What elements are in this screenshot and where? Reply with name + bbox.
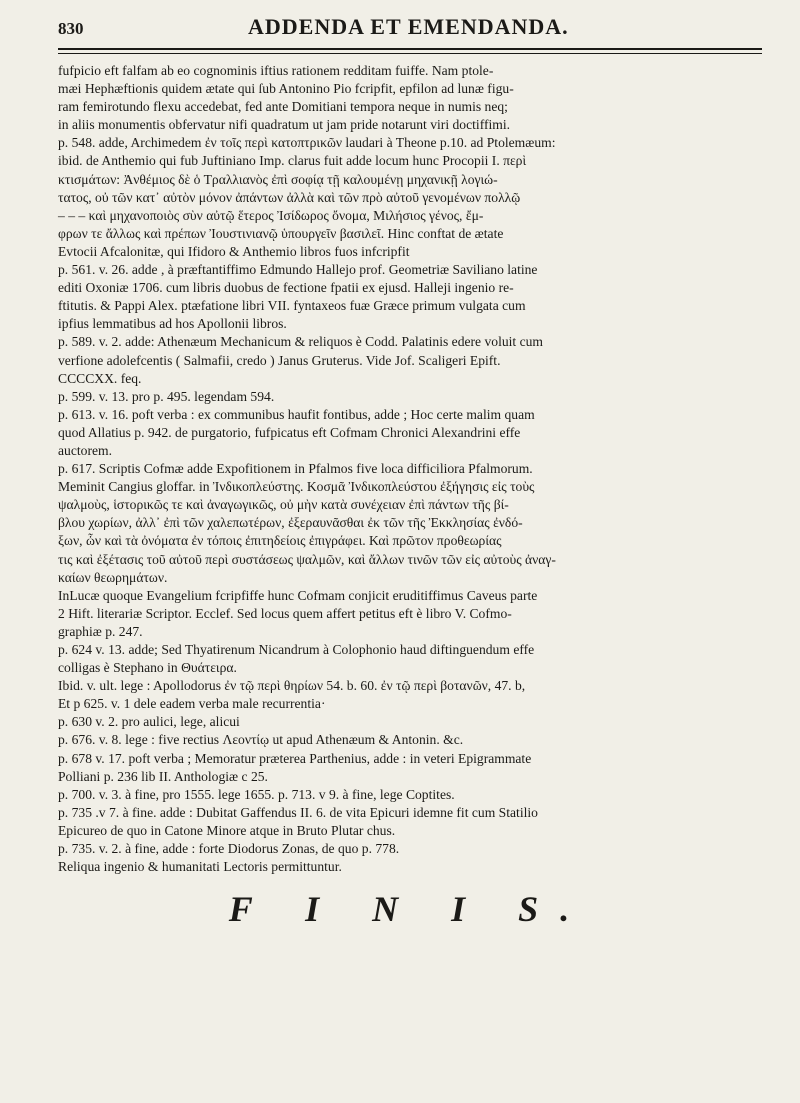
text-line: mæi Hephæftionis quidem ætate qui ſub Antonino Pio fcripfit, epfilon ad lunæ figu- bbox=[58, 81, 514, 97]
text-line: p. 676. v. 8. lege : five rectius Λεοντίῳ ut apud Athenæum & Antonin. &c. bbox=[58, 732, 464, 748]
text-line: p. 561. v. 26. adde , à præftantiffimo Edmundo Hallejo prof. Geometriæ Saviliano latine bbox=[58, 262, 538, 278]
text-line: ψαλμοὺς, ἱστορικῶς τε καὶ ἀναγωγικῶς, οὐ μὴν κατὰ συνέχειαν ἐπὶ πάντων τῆς βί- bbox=[58, 497, 509, 513]
text-line: quod Allatius p. 942. de purgatorio, fufpicatus eft Cofmam Chronici Alexandrini effe bbox=[58, 424, 521, 440]
text-line: InLucæ quoque Evangelium fcripfiffe hunc Cofmam conjicit eruditiffimus Caveus parte bbox=[58, 587, 538, 603]
finis-mark: F I N I S. bbox=[228, 889, 592, 930]
text-line: βλου χωρίων, ἀλλ᾽ ἐπὶ τῶν χαλεπωτέρων, ἐξεραυνᾶσθαι ἐκ τῶν τῆς Ἐκκλησίας ἐνδό- bbox=[58, 515, 523, 531]
text-line: τατος, οὐ τῶν κατ᾽ αὐτὸν μόνον ἀπάντων ἀλλὰ καὶ τῶν πρὸ αὐτοῦ γενομένων πολλῷ bbox=[58, 189, 521, 205]
text-line: Polliani p. 236 lib II. Anthologiæ c 25. bbox=[58, 768, 268, 784]
text-line: p. 617. Scriptis Cofmæ adde Expofitionem in Pfalmos five loca difficiliora Pfalmorum. bbox=[58, 461, 533, 477]
page-header bbox=[58, 14, 762, 46]
text-line: ipfius lemmatibus ad hos Apollonii libros. bbox=[58, 316, 287, 332]
text-line: p. 678 v. 17. poft verba ; Memoratur præterea Parthenius, adde : in veteri Epigrammate bbox=[58, 750, 532, 766]
header-rule bbox=[58, 48, 762, 54]
text-line: fufpicio eft falfam ab eo cognominis iftius rationem redditam fuiffe. Nam ptole- bbox=[58, 63, 494, 78]
text-line: Reliqua ingenio & humanitati Lectoris permittuntur. bbox=[58, 859, 342, 875]
text-line: – – – καὶ μηχανοποιὸς σὺν αὐτῷ ἕτερος Ἰσίδωρος ὄνομα, Μιλήσιος γένος, ἔμ- bbox=[58, 207, 484, 223]
text-line: p. 548. adde, Archimedem ἐν τοῖς περὶ κατοπτρικῶν laudari à Theone p.10. ad Ptolemæum: bbox=[58, 135, 556, 151]
text-line: CCCCXX. feq. bbox=[58, 370, 142, 386]
text-line: auctorem. bbox=[58, 442, 112, 458]
text-line: p. 613. v. 16. poft verba : ex communibus haufit fontibus, adde ; Hoc certe malim quam bbox=[58, 406, 535, 422]
text-line: ram femirotundo flexu accedebat, fed ante Domitiani tempora neque in numis neq; bbox=[58, 99, 508, 115]
text-line: ftitutis. & Pappi Alex. ptæfatione libri VII. fyntaxeos fuæ Græce primum vulgata cum bbox=[58, 298, 526, 314]
text-line: p. 624 v. 13. adde; Sed Thyatirenum Nicandrum à Colophonio haud diftinguendum effe bbox=[58, 642, 535, 657]
text-line: graphiæ p. 247. bbox=[58, 623, 143, 639]
text-line: editi Oxoniæ 1706. cum libris duobus de fectione fpatii ex ejusd. Halleji ingenio re- bbox=[58, 280, 514, 296]
text-line: 2 Hift. literariæ Scriptor. Ecclef. Sed locus quem affert petitus eft è libro V. Cofmo- bbox=[58, 605, 512, 621]
text-line: Meminit Cangius gloffar. in Ἰνδικοπλεύστης. Κοσμᾶ Ἰνδικοπλεύστου ἐξήγησις εἰς τοὺς bbox=[58, 479, 535, 495]
text-line: p. 735 .v 7. à fine. adde : Dubitat Gaffendus II. 6. de vita Epicuri idemne fit cum Statilio bbox=[58, 804, 538, 820]
text-line: p. 589. v. 2. adde: Athenæum Mechanicum & reliquos è Codd. Palatinis edere voluit cum bbox=[58, 334, 544, 350]
text-line: Et p 625. v. 1 dele eadem verba male recurrentia· bbox=[58, 696, 326, 712]
page-number: 830 bbox=[58, 19, 84, 38]
text-line: Epicureo de quo in Catone Minore atque in Bruto Plutar chus. bbox=[58, 822, 396, 838]
text-line: p. 735. v. 2. à fine, adde : forte Diodorus Zonas, de quo p. 778. bbox=[58, 841, 400, 857]
text-line: ibid. de Anthemio qui fub Juftiniano Imp. clarus fuit adde locum hunc Procopii I. περὶ bbox=[58, 153, 527, 169]
text-line: p. 599. v. 13. pro p. 495. legendam 594. bbox=[58, 388, 275, 404]
text-line: καίων θεωρημάτων. bbox=[58, 569, 168, 585]
running-title: ADDENDA ET EMENDANDA. bbox=[248, 14, 569, 39]
text-line: κτισμάτων: Ἀνθέμιος δὲ ὁ Τραλλιανὸς ἐπὶ σοφίᾳ τῇ καλουμένῃ μηχανικῇ λογιώ- bbox=[58, 171, 498, 187]
text-line: p. 700. v. 3. à fine, pro 1555. lege 1655. p. 713. v 9. à fine, lege Coptites. bbox=[58, 786, 455, 802]
text-line: τις καὶ ἐξέτασις τοῦ αὐτοῦ περὶ συστάσεως ψαλμῶν, καὶ ἄλλων τινῶν τῶν εἰς αὐτοὺς ἀναγ- bbox=[58, 551, 556, 567]
text-line: in aliis monumentis obfervatur nifi quadratum ut jam pride notarunt viri doctiffimi. bbox=[58, 117, 511, 133]
text-line: colligas è Stephano in Θυάτειρα. bbox=[58, 660, 237, 676]
text-line: φρων τε ἄλλως καὶ πρέπων Ἰουστινιανῷ ὑπουργεῖν βασιλεῖ. Hinc conftat de ætate bbox=[58, 225, 504, 241]
text-line: Evtocii Afcalonitæ, qui Ifidoro & Anthemio libros fuos infcripfit bbox=[58, 243, 410, 259]
text-line: Ibid. v. ult. lege : Apollodorus ἐν τῷ περὶ θηρίων 54. b. 60. ἐν τῷ περὶ βοτανῶν, 47. b, bbox=[58, 678, 526, 694]
text-line: verfione adolefcentis ( Salmafii, credo ) Janus Gruterus. Vide Jof. Scaligeri Epift. bbox=[58, 352, 501, 368]
text-line: ξων, ὧν καὶ τὰ ὀνόματα ἐν τόποις ἐπιτηδείοις ἐπιγράφει. Καὶ πρῶτον προθεωρίας bbox=[58, 533, 502, 549]
text-line: p. 630 v. 2. pro aulici, lege, alicui bbox=[58, 714, 240, 730]
errata-text bbox=[58, 62, 762, 876]
